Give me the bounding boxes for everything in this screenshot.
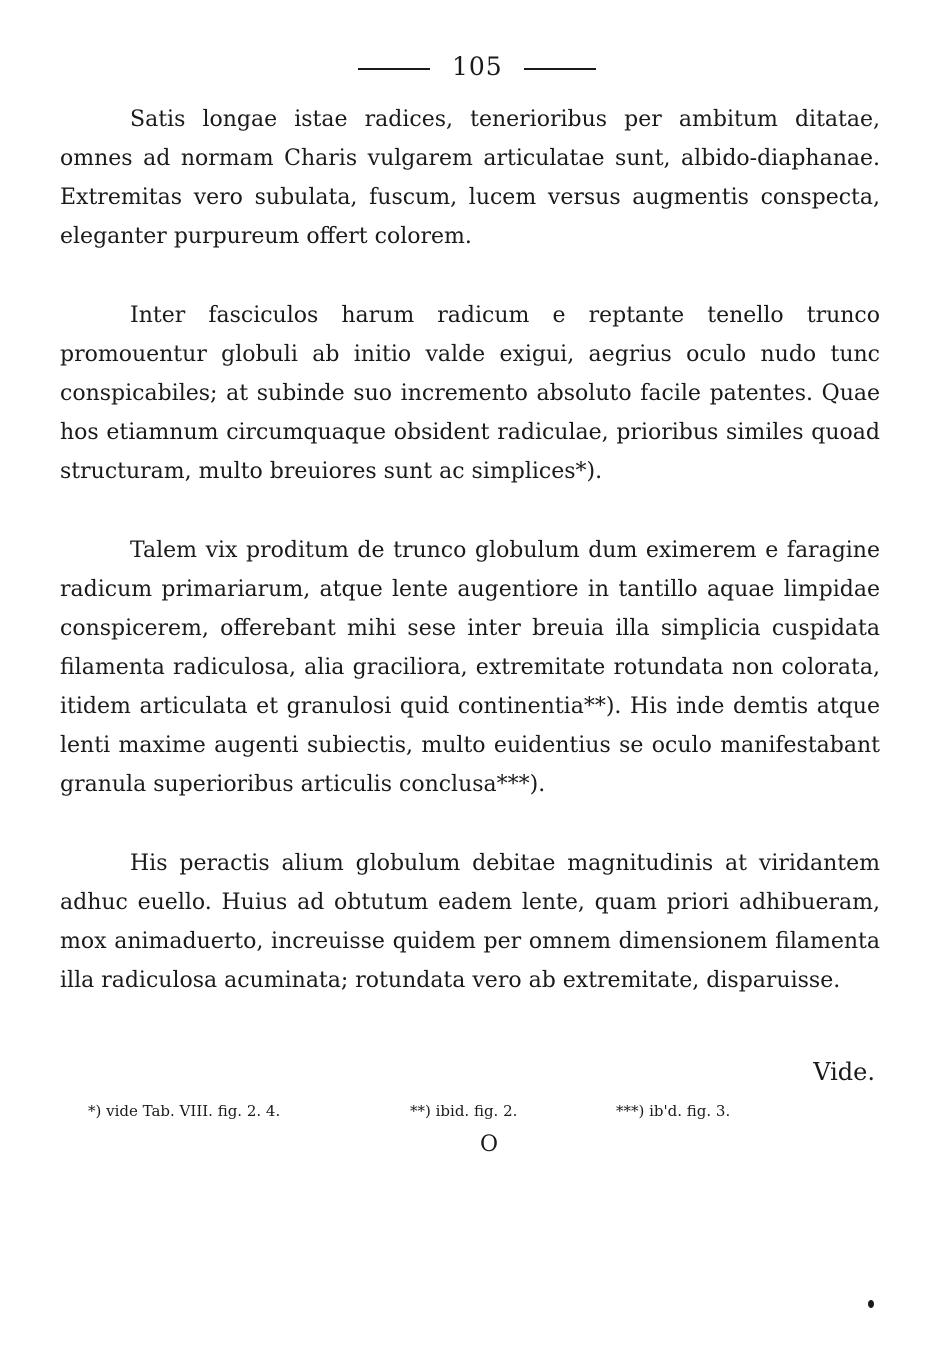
body-text	[60, 100, 880, 1040]
signature-mark: O	[480, 1132, 499, 1157]
catchword: Vide.	[813, 1058, 875, 1086]
paragraph-1: Satis longae istae radices, tenerioribus per ambitum ditatae, omnes ad normam Charis vulgarem articulatae sunt, albido-diaphanae. Extremitas vero subulata, fuscum, lucem versus augmentis conspecta, eleganter purpureum offert colorem.	[60, 107, 880, 249]
page-header	[0, 48, 950, 88]
header-rule-left	[358, 68, 430, 70]
footnote-3: ***) ib'd. fig. 3.	[616, 1102, 731, 1120]
footnote-1: *) vide Tab. VIII. fig. 2. 4.	[88, 1102, 281, 1120]
paragraph-4: His peractis alium globulum debitae magnitudinis at viridantem adhuc euello. Huius ad obtutum eadem lente, quam priori adhibueram, mox animaduerto, increuisse quidem per omnem dimensionem filamenta illa radiculosa acuminata; rotundata vero ab extremitate, disparuisse.	[60, 851, 880, 993]
ink-speck	[868, 1300, 874, 1308]
page-number: 105	[452, 52, 503, 81]
footnotes	[0, 1102, 950, 1132]
paragraph-2: Inter fasciculos harum radicum e reptante tenello trunco promouentur globuli ab initio valde exigui, aegrius oculo nudo tunc conspicabiles; at subinde suo incremento absoluto facile patentes. Quae hos etiamnum circumquaque obsident radiculae, prioribus similes quoad structuram, multo breuiores sunt ac simplices*).	[60, 303, 880, 484]
footnote-2: **) ibid. fig. 2.	[410, 1102, 518, 1120]
header-rule-right	[524, 68, 596, 70]
paragraph-3: Talem vix proditum de trunco globulum dum eximerem e faragine radicum primariarum, atque lente augentiore in tantillo aquae limpidae conspicerem, offerebant mihi sese inter breuia illa simplicia cuspidata filamenta radiculosa, alia graciliora, extremitate rotundata non colorata, itidem articulata et granulosi quid continentia**). His inde demtis atque lenti maxime augenti subiectis, multo euidentius se oculo manifestabant granula superioribus articulis conclusa***).	[60, 538, 880, 797]
